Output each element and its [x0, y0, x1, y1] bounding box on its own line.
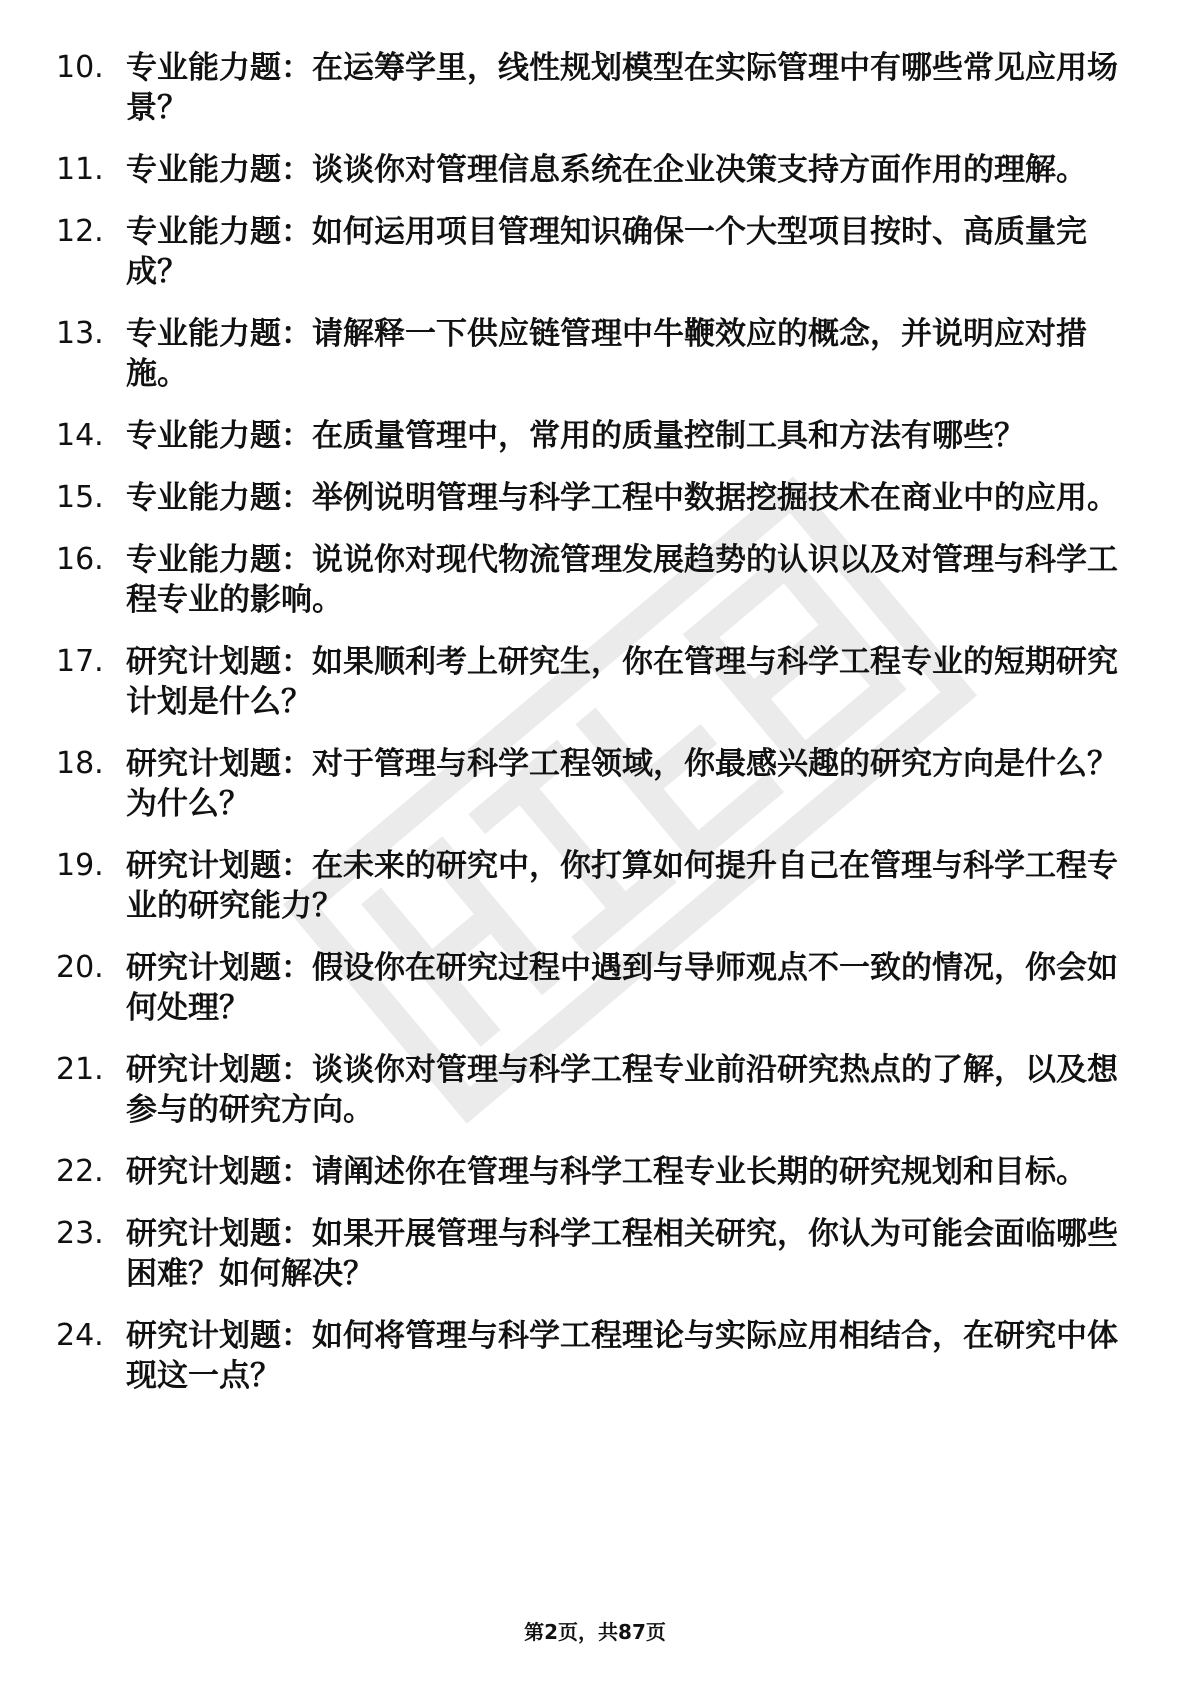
- question-text: 专业能力题：在运筹学里，线性规划模型在实际管理中有哪些常见应用场景？: [126, 50, 1118, 126]
- question-number: 13.: [56, 316, 104, 351]
- question-number: 14.: [56, 418, 104, 453]
- question-number: 15.: [56, 480, 104, 515]
- question-item: [56, 1050, 1136, 1130]
- question-number: 22.: [56, 1154, 104, 1189]
- question-number: 11.: [56, 152, 104, 187]
- question-text: 研究计划题：如何将管理与科学工程理论与实际应用相结合，在研究中体现这一点？: [126, 1318, 1118, 1394]
- question-number: 17.: [56, 644, 104, 679]
- question-list: [56, 48, 1136, 1418]
- question-item: [56, 948, 1136, 1028]
- question-number: 12.: [56, 214, 104, 249]
- question-item: [56, 478, 1136, 518]
- question-number: 23.: [56, 1216, 104, 1251]
- question-item: [56, 744, 1136, 824]
- question-text: 研究计划题：如果顺利考上研究生，你在管理与科学工程专业的短期研究计划是什么？: [126, 644, 1118, 720]
- question-item: [56, 1214, 1136, 1294]
- question-number: 19.: [56, 848, 104, 883]
- page-footer: [0, 1616, 1190, 1645]
- question-text: 专业能力题：如何运用项目管理知识确保一个大型项目按时、高质量完成？: [126, 214, 1087, 290]
- question-text: 研究计划题：请阐述你在管理与科学工程专业长期的研究规划和目标。: [126, 1154, 1087, 1190]
- question-item: [56, 1152, 1136, 1192]
- question-text: 研究计划题：对于管理与科学工程领域，你最感兴趣的研究方向是什么？为什么？: [126, 746, 1118, 822]
- question-item: [56, 1316, 1136, 1396]
- question-item: [56, 642, 1136, 722]
- question-text: 专业能力题：在质量管理中，常用的质量控制工具和方法有哪些？: [126, 418, 1025, 454]
- question-number: 20.: [56, 950, 104, 985]
- question-item: [56, 846, 1136, 926]
- question-item: [56, 416, 1136, 456]
- question-text: 专业能力题：谈谈你对管理信息系统在企业决策支持方面作用的理解。: [126, 152, 1087, 188]
- question-item: [56, 48, 1136, 128]
- page-number-label: 第2页，共87页: [524, 1620, 666, 1644]
- question-item: [56, 540, 1136, 620]
- question-text: 研究计划题：谈谈你对管理与科学工程专业前沿研究热点的了解，以及想参与的研究方向。: [126, 1052, 1118, 1128]
- question-text: 专业能力题：请解释一下供应链管理中牛鞭效应的概念，并说明应对措施。: [126, 316, 1087, 392]
- question-number: 18.: [56, 746, 104, 781]
- question-text: 研究计划题：在未来的研究中，你打算如何提升自己在管理与科学工程专业的研究能力？: [126, 848, 1118, 924]
- question-text: 专业能力题：举例说明管理与科学工程中数据挖掘技术在商业中的应用。: [126, 480, 1118, 516]
- question-text: 专业能力题：说说你对现代物流管理发展趋势的认识以及对管理与科学工程专业的影响。: [126, 542, 1118, 618]
- question-text: 研究计划题：假设你在研究过程中遇到与导师观点不一致的情况，你会如何处理？: [126, 950, 1118, 1026]
- question-item: [56, 150, 1136, 190]
- question-number: 24.: [56, 1318, 104, 1353]
- question-item: [56, 314, 1136, 394]
- question-number: 21.: [56, 1052, 104, 1087]
- question-number: 16.: [56, 542, 104, 577]
- question-number: 10.: [56, 50, 104, 85]
- question-item: [56, 212, 1136, 292]
- question-text: 研究计划题：如果开展管理与科学工程相关研究，你认为可能会面临哪些困难？如何解决？: [126, 1216, 1118, 1292]
